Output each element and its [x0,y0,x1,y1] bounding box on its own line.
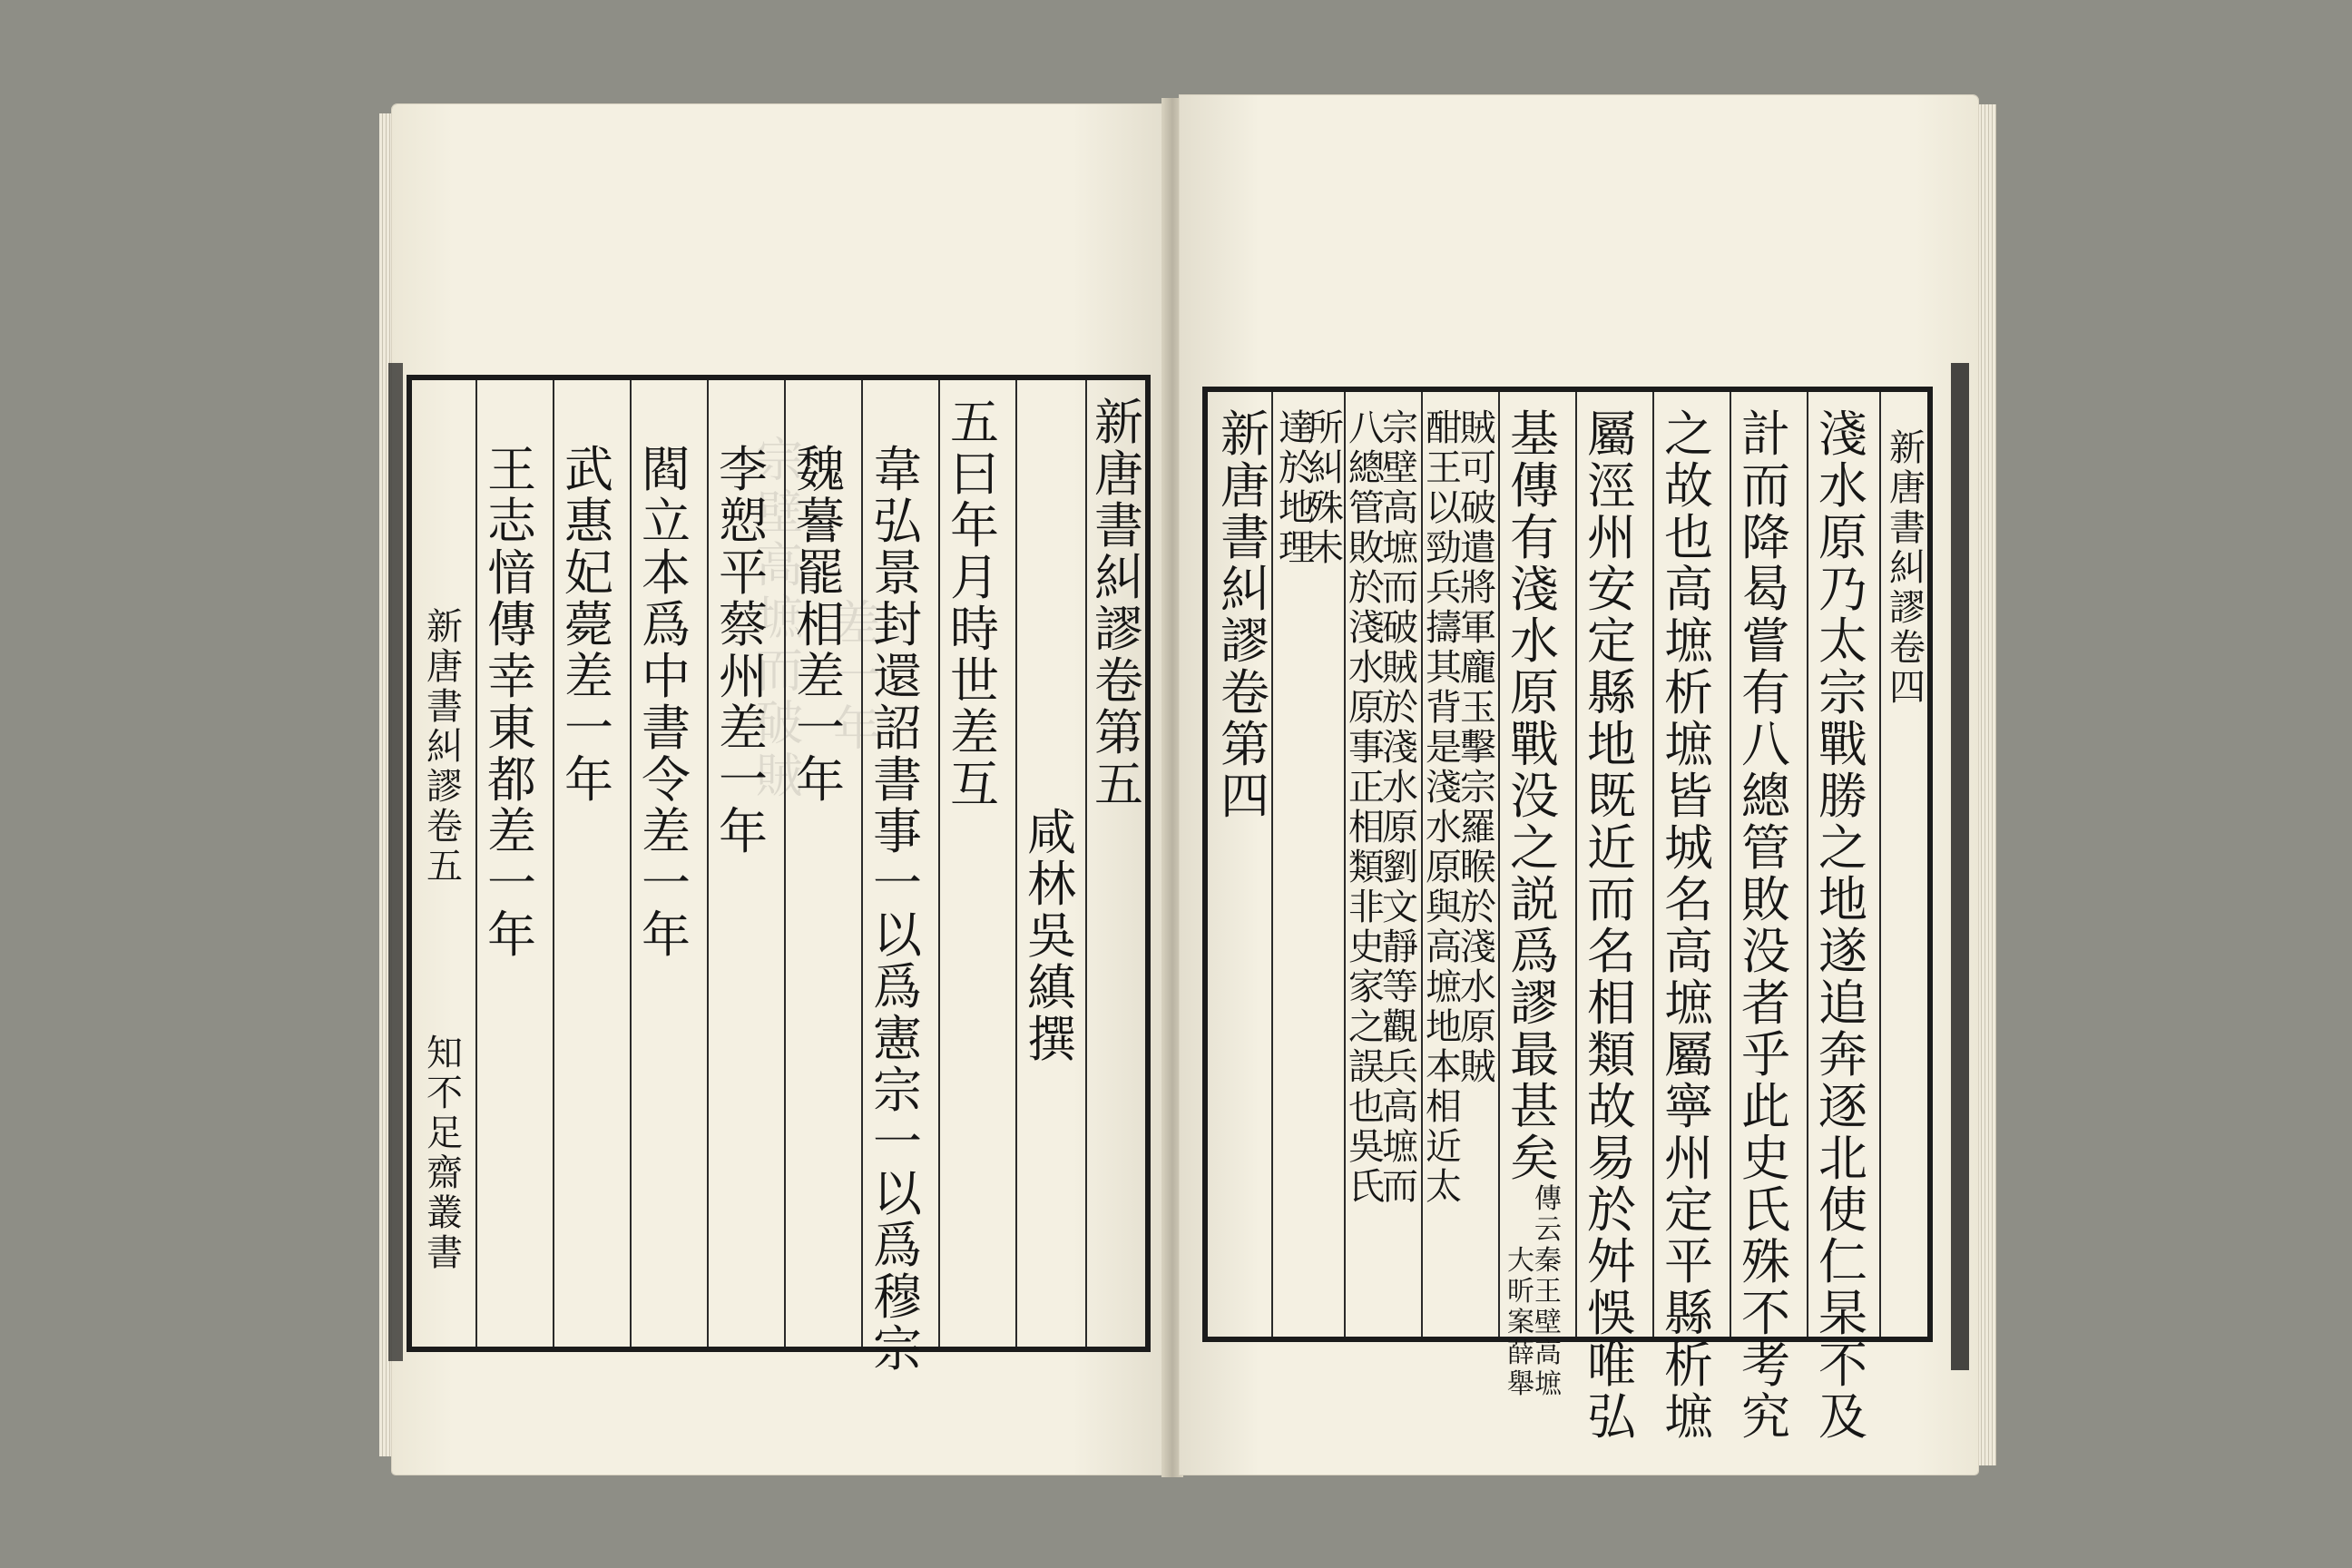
column-text: 韋弘景封還詔書事一以爲憲宗一以爲穆宗 [873,441,922,1377]
note-col-e [1426,407,1462,1208]
left-volume-header [1091,394,1147,813]
left-column-6 [557,441,621,808]
column-text: 五曰年月時世差互 [950,394,999,813]
margin-title-text: 新唐書糾謬卷四 [1889,427,1926,709]
right-margin-title [1885,428,1930,708]
note-text: 宗壁高墌而破賊於淺水原劉文靜等觀兵高墌而 [1382,407,1418,1208]
column-text: 屬涇州安定縣地既近而名相類故易於舛悞唯弘 [1587,406,1636,1446]
author-column [1020,804,1083,1068]
right-column-4 [1580,406,1643,1446]
right-column-1 [1811,406,1875,1446]
left-edge-ink [388,363,403,1361]
note-col-c [1348,407,1385,1208]
column-text: 閻立本爲中書令差一年 [642,441,691,964]
volume-title-4: 新唐書糾謬卷第四 [1220,406,1269,825]
right-page-frame [1202,387,1933,1446]
left-column-5 [634,441,698,964]
column-text: 之故也高墌析墌皆城名高墌屬寧州定平縣析墌 [1664,406,1713,1446]
left-column-4 [711,441,775,860]
column-text: 基傳有淺水原戰没之説爲謬最甚矣大昕案薛舉傳云秦王壁高墌 [1507,406,1562,1400]
note-text: 所糾殊未 [1308,407,1344,569]
note-text: 酣王以勁兵擣其背是淺水原與高墌地本相近太 [1426,407,1462,1208]
left-margin-collection [417,1034,472,1273]
note-col-a [1279,407,1315,569]
column-text: 王志愔傳幸東都差一年 [487,441,536,964]
note-col-d [1382,407,1418,1208]
left-column-1 [943,394,1006,813]
right-column-5 [1503,406,1566,1400]
column-text: 李愬平蔡州差一年 [719,441,768,860]
column-text: 魏謩罷相差一年 [796,441,845,808]
right-column-2 [1734,406,1798,1446]
right-column-3 [1657,406,1720,1446]
note-text: 賊可破遣將軍龐玉擊宗羅睺於淺水原賊 [1460,407,1496,1088]
column-text: 計而降曷嘗有八總管敗没者乎此史氏殊不考究 [1741,406,1790,1446]
margin-title-text: 新唐書糾謬卷五 [426,606,463,887]
right-edge-ink [1951,363,1969,1370]
left-column-7 [480,441,544,964]
left-column-3 [789,441,852,808]
left-column-2 [866,441,929,1377]
note-col-b [1308,407,1344,569]
column-text: 淺水原乃太宗戰勝之地遂追奔逐北使仁杲不及 [1818,406,1867,1446]
author-text: 咸林 吳 縝 撰 [1027,804,1076,1068]
collection-name-text: 知不足齋叢書 [426,1033,463,1274]
note-col-f [1460,407,1496,1088]
note-text: 八總管敗於淺水原事正相類非史家之誤也吳氏 [1348,407,1385,1208]
left-margin-title [417,607,472,887]
volume-title-5: 新唐書糾謬卷第五 [1094,394,1143,813]
column-text: 武惠妃薨差一年 [564,441,613,808]
right-volume-title [1213,406,1277,825]
note-text: 達於地理 [1279,407,1315,569]
left-page-frame: 宗壁高墌而破賊 差一年 新唐書糾謬卷第五 咸林 吳 縝 撰 五曰年月時世差互 韋弘景封還詔書事一以爲憲宗一以爲穆宗 魏謩罷相差一年 李愬平蔡州差一年 閻立本爲中書令差一年 武惠妃薨差一年 王志愔傳幸東都差一年 新唐書糾謬卷五 知不足齋叢書 [407,375,1151,1352]
